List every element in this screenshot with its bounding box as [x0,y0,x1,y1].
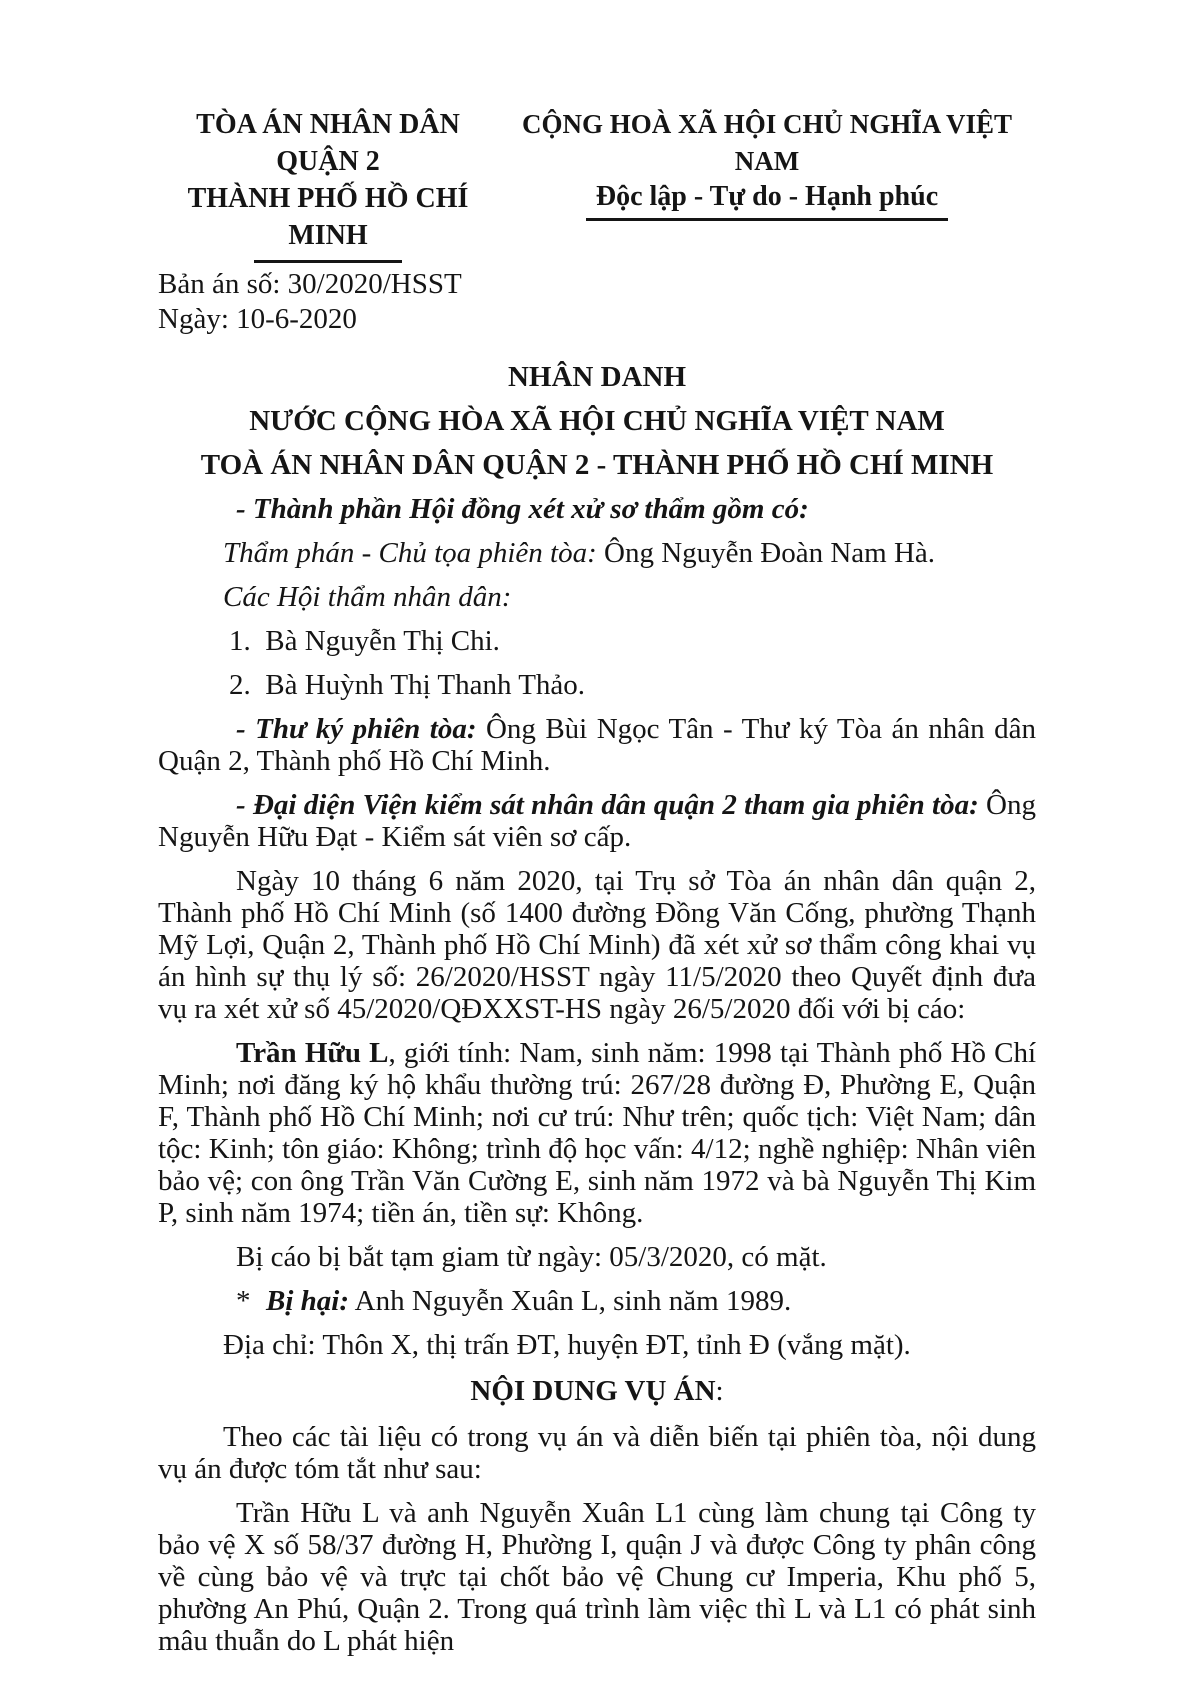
content-intro-paragraph: Theo các tài liệu có trong vụ án và diễn biến tại phiên tòa, nội dung vụ án được tóm tắt như sau: [158,1421,1036,1485]
content-heading-colon: : [715,1375,724,1407]
case-meta-block [158,267,1036,337]
panel-composition-heading: - Thành phần Hội đồng xét xử sơ thẩm gồm có: [236,493,809,525]
judgment-title-line2: NƯỚC CỘNG HÒA XÃ HỘI CHỦ NGHĨA VIỆT NAM [249,405,945,437]
hearing-paragraph: Ngày 10 tháng 6 năm 2020, tại Trụ sở Tòa án nhân dân quận 2, Thành phố Hồ Chí Minh (số 1400 đường Đồng Văn Cống, phường Thạnh Mỹ Lợi, Quận 2, Thành phố Hồ Chí Minh) đã xét xử sơ thẩm công khai vụ án hình sự thụ lý số: 26/2020/HSST ngày 11/5/2020 theo Quyết định đưa vụ ra xét xử số 45/2020/QĐXXST-HS ngày 26/5/2020 đối với bị cáo: [158,865,1036,1025]
content-section-heading [158,1375,1036,1407]
victim-line [158,1285,1036,1317]
victim-text: Anh Nguyễn Xuân L, sinh năm 1989. [349,1285,792,1317]
judge-line [158,537,1036,569]
case-summary-paragraph: Trần Hữu L và anh Nguyễn Xuân L1 cùng làm chung tại Công ty bảo vệ X số 58/37 đường H, Phường I, quận J và được Công ty phân công về cùng bảo vệ và trực tại chốt bảo vệ Chung cư Imperia, Khu phố 5, phường An Phú, Quận 2. Trong quá trình làm việc thì L và L1 có phát sinh mâu thuẫn do L phát hiện [158,1497,1036,1657]
defendant-name: Trần Hữu L [236,1037,389,1069]
defendant-paragraph [158,1037,1036,1229]
republic-motto-block [498,106,1036,221]
republic-motto: Độc lập - Tự do - Hạnh phúc [586,180,948,221]
document-header [158,106,1036,263]
victim-address-line: Địa chỉ: Thôn X, thị trấn ĐT, huyện ĐT, tỉnh Đ (vắng mặt). [223,1329,911,1361]
judgment-title-line3: TOÀ ÁN NHÂN DÂN QUẬN 2 - THÀNH PHỐ HỒ CHÍ MINH [200,449,994,481]
juror-item-2: 2. Bà Huỳnh Thị Thanh Thảo. [229,669,586,701]
detention-line: Bị cáo bị bắt tạm giam từ ngày: 05/3/2020, có mặt. [236,1241,827,1273]
defendant-details: , giới tính: Nam, sinh năm: 1998 tại Thành phố Hồ Chí Minh; nơi đăng ký hộ khẩu thường trú: 267/28 đường Đ, Phường E, Quận F, Thành phố Hồ Chí Minh; nơi cư trú: Như trên; quốc tịch: Việt Nam; dân tộc: Kinh; tôn giáo: Không; trình độ học vấn: 4/12; nghề nghiệp: Nhân viên bảo vệ; con ông Trần Văn Cường E, sinh năm 1972 và bà Nguyễn Thị Kim P, sinh năm 1974; tiền án, tiền sự: Không. [158,1037,1037,1229]
prosecutor-label: - Đại diện Viện kiểm sát nhân dân quận 2 tham gia phiên tòa: [236,789,979,821]
content-heading-text: NỘI DUNG VỤ ÁN [470,1375,716,1407]
judgment-title-line1: NHÂN DANH [507,361,687,393]
judge-label: Thẩm phán - Chủ tọa phiên tòa: [223,537,597,569]
clerk-text: Ông Bùi Ngọc Tân - Thư ký Tòa án nhân dân Quận 2, Thành phố Hồ Chí Minh. [158,713,1036,777]
victim-star: * [236,1285,251,1317]
prosecutor-text: Ông Nguyễn Hữu Đạt - Kiểm sát viên sơ cấp. [158,789,1036,853]
juror-item-1: 1. Bà Nguyễn Thị Chi. [229,625,500,657]
republic-name: CỘNG HOÀ XÃ HỘI CHỦ NGHĨA VIỆT NAM [521,109,1013,176]
court-name-underline [254,260,402,263]
victim-label: Bị hại: [266,1285,349,1317]
jurors-heading: Các Hội thẩm nhân dân: [223,581,512,613]
case-number-line: Bản án số: 30/2020/HSST [158,268,462,300]
clerk-label: - Thư ký phiên tòa: [236,713,477,745]
judge-name: Ông Nguyễn Đoàn Nam Hà. [596,537,936,569]
court-name-block [158,106,498,263]
clerk-paragraph [158,713,1036,777]
prosecutor-paragraph [158,789,1036,853]
case-date-line: Ngày: 10-6-2020 [158,303,357,335]
court-name-line1: TÒA ÁN NHÂN DÂN QUẬN 2 [196,109,460,177]
court-name-line2: THÀNH PHỐ HỒ CHÍ MINH [187,183,469,251]
